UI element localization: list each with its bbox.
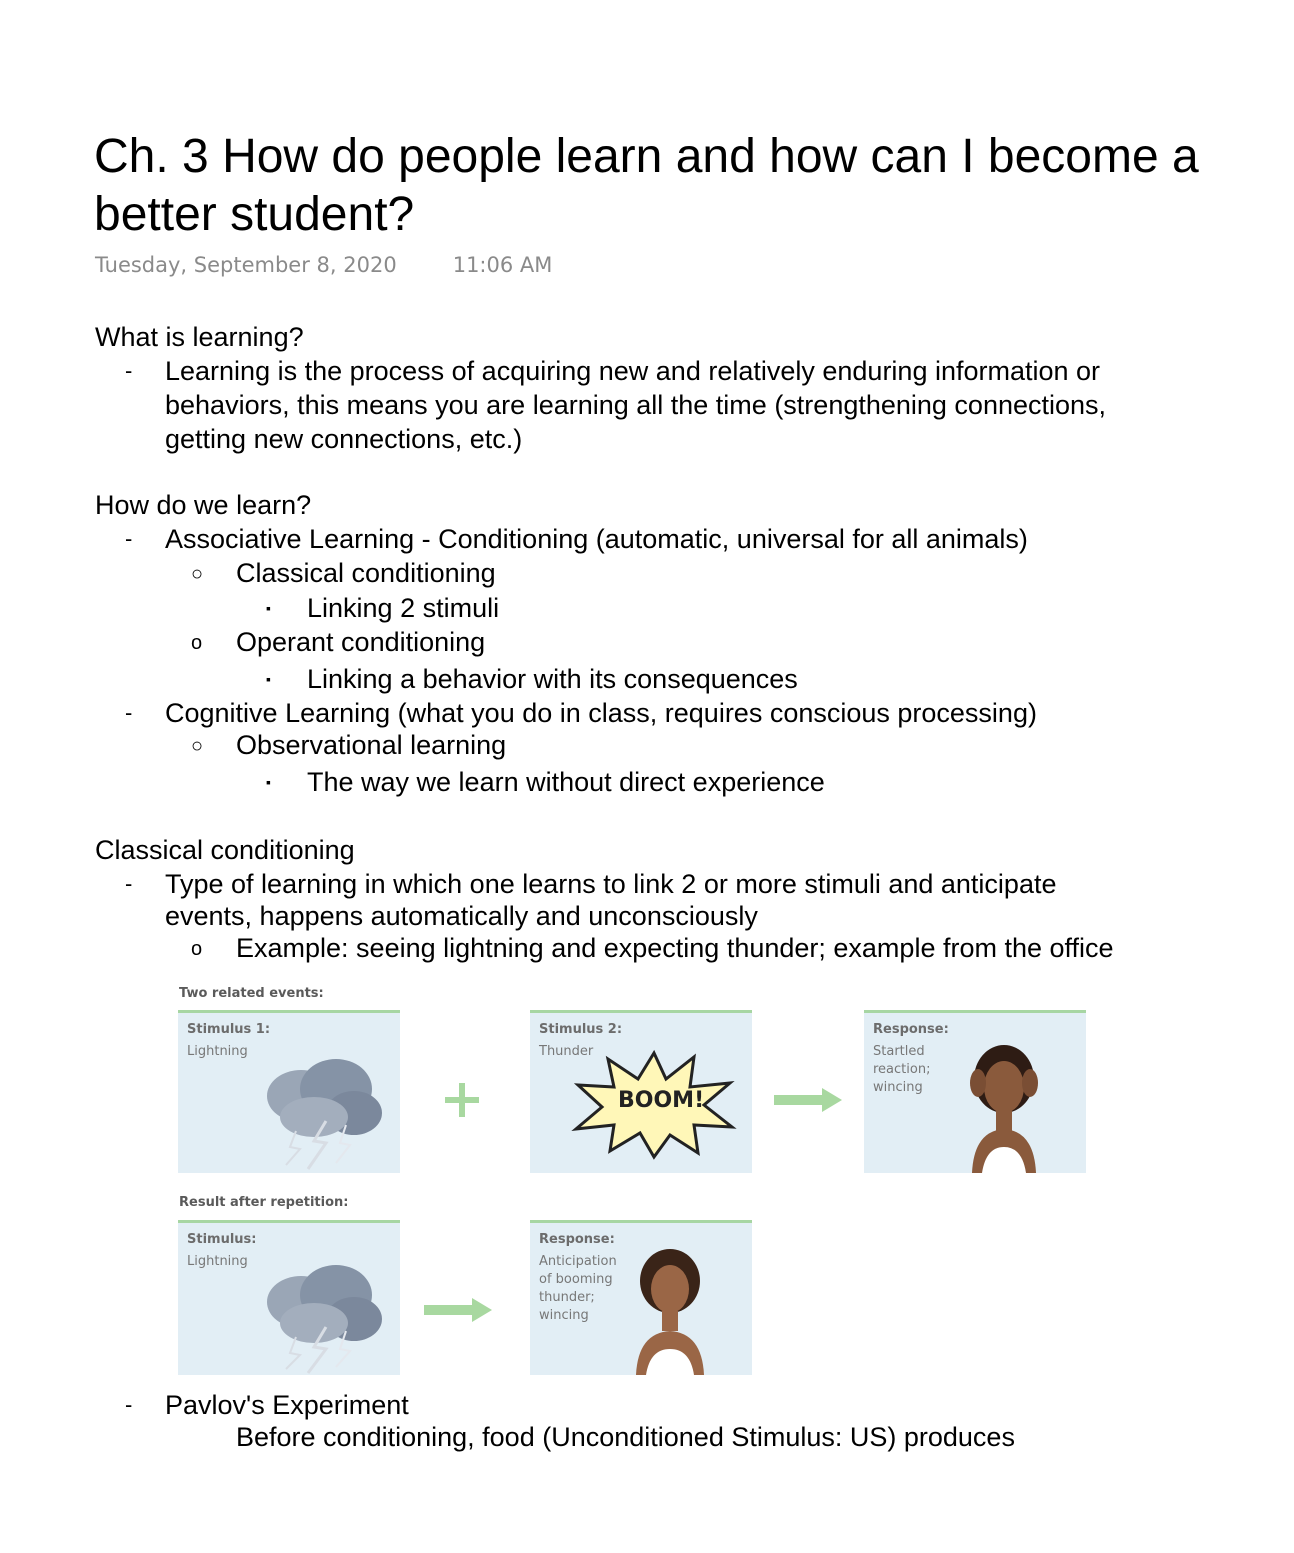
square-bullet: ▪ bbox=[266, 671, 271, 687]
panel-sublabel: Startled reaction; wincing bbox=[873, 1044, 931, 1095]
list-item: Classical conditioning bbox=[236, 558, 496, 588]
panel-stimulus-2 bbox=[530, 1010, 752, 1173]
text-line: Learning is the process of acquiring new and relatively enduring information or bbox=[165, 356, 1101, 386]
circle-bullet: ○ bbox=[191, 563, 204, 585]
panel-sublabel: Anticipation of booming thunder; wincing bbox=[539, 1254, 617, 1323]
storm-cloud-icon bbox=[256, 1257, 386, 1375]
arrow-right-icon bbox=[424, 1296, 494, 1324]
page-title bbox=[94, 128, 1294, 244]
panel-sublabel: Lightning bbox=[187, 1044, 248, 1059]
dash-bullet: - bbox=[125, 526, 133, 551]
circle-bullet: ○ bbox=[191, 735, 204, 757]
plus-icon bbox=[442, 1080, 482, 1120]
panel-label: Response: bbox=[539, 1232, 615, 1247]
page-meta bbox=[95, 253, 552, 277]
panel-sublabel: Thunder bbox=[539, 1044, 594, 1059]
list-item: Operant conditioning bbox=[236, 627, 486, 657]
panel-response-2 bbox=[530, 1220, 752, 1375]
circle-bullet: o bbox=[191, 632, 203, 654]
text-line: behaviors, this means you are learning all the time (strengthening connections, bbox=[165, 390, 1107, 420]
panel-stimulus-1 bbox=[178, 1010, 400, 1173]
list-item: Associative Learning - Conditioning (automatic, universal for all animals) bbox=[165, 524, 1028, 554]
text-line: Before conditioning, food (Unconditioned Stimulus: US) produces bbox=[236, 1422, 1015, 1452]
list-item: Observational learning bbox=[236, 730, 507, 760]
cut-off-line bbox=[0, 1420, 1200, 1452]
title-line-1: Ch. 3 How do people learn and how can I become a bbox=[94, 130, 1199, 183]
figure-header-result: Result after repetition: bbox=[179, 1195, 349, 1210]
boom-text: BOOM! bbox=[618, 1088, 705, 1113]
list-item: Cognitive Learning (what you do in class, requires conscious processing) bbox=[165, 698, 1037, 728]
panel-label: Response: bbox=[873, 1022, 949, 1037]
anticipating-woman-icon bbox=[630, 1247, 710, 1375]
square-bullet: ▪ bbox=[266, 774, 271, 790]
heading-what-is-learning: What is learning? bbox=[95, 322, 304, 352]
dash-bullet: - bbox=[125, 700, 133, 725]
title-line-2: better student? bbox=[94, 188, 415, 241]
conditioning-diagram bbox=[170, 978, 1100, 1378]
startled-woman-icon bbox=[964, 1043, 1044, 1173]
storm-cloud-icon bbox=[256, 1051, 386, 1171]
panel-label: Stimulus: bbox=[187, 1232, 257, 1247]
text-line: getting new connections, etc.) bbox=[165, 424, 523, 454]
list-item: Linking a behavior with its consequences bbox=[307, 664, 798, 694]
panel-sublabel: Lightning bbox=[187, 1254, 248, 1269]
list-item: Example: seeing lightning and expecting thunder; example from the office bbox=[236, 933, 1114, 963]
heading-classical-conditioning: Classical conditioning bbox=[95, 835, 355, 865]
text-line: events, happens automatically and unconsciously bbox=[165, 901, 758, 931]
square-bullet: ▪ bbox=[266, 600, 271, 616]
dash-bullet: - bbox=[125, 358, 133, 383]
arrow-right-icon bbox=[774, 1086, 844, 1114]
list-item: The way we learn without direct experience bbox=[307, 767, 825, 797]
panel-response-1 bbox=[864, 1010, 1086, 1173]
page-time: 11:06 AM bbox=[452, 253, 553, 277]
dash-bullet: - bbox=[125, 871, 133, 896]
panel-label: Stimulus 1: bbox=[187, 1022, 271, 1037]
panel-label: Stimulus 2: bbox=[539, 1022, 623, 1037]
dash-bullet: - bbox=[125, 1392, 133, 1417]
panel-stimulus bbox=[178, 1220, 400, 1375]
list-item: Pavlov's Experiment bbox=[165, 1390, 409, 1420]
circle-bullet: o bbox=[191, 938, 203, 960]
text-line: Type of learning in which one learns to link 2 or more stimuli and anticipate bbox=[165, 869, 1057, 899]
figure-header-related-events: Two related events: bbox=[179, 986, 324, 1001]
page-date: Tuesday, September 8, 2020 bbox=[95, 253, 397, 277]
heading-how-do-we-learn: How do we learn? bbox=[95, 490, 312, 520]
list-item: Linking 2 stimuli bbox=[307, 593, 500, 623]
